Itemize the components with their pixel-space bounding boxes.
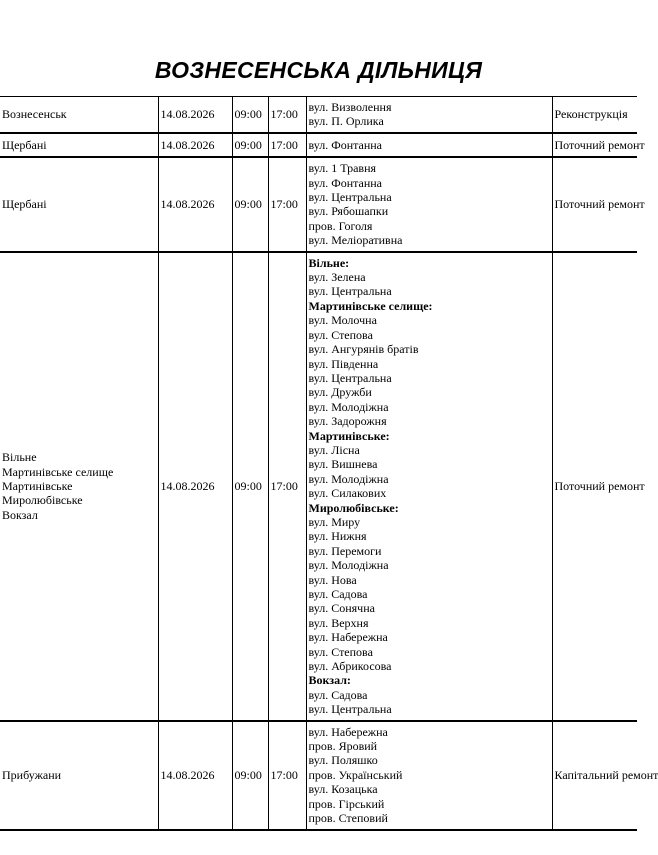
date-cell: 14.08.2026: [158, 721, 232, 830]
street-name: вул. Зелена: [308, 270, 366, 285]
settlement-name: Миролюбівське: [2, 493, 83, 508]
street-name: вул. Поляшко: [308, 753, 378, 768]
locality-heading: Миролюбівське:: [308, 500, 399, 515]
streets-cell: [306, 97, 552, 133]
street-name: вул. Лісна: [308, 442, 360, 457]
start-time-cell: 09:00: [232, 721, 268, 830]
settlement-cell: [0, 133, 158, 157]
street-name: вул. Нижня: [308, 529, 367, 544]
end-time-cell: 17:00: [268, 157, 306, 251]
street-name: вул. Визволення: [308, 100, 392, 114]
street-name: вул. Молодіжна: [308, 399, 389, 414]
street-name: пров. Яровий: [308, 739, 378, 754]
street-name: вул. Садова: [308, 687, 368, 702]
locality-heading: Вокзал:: [308, 673, 351, 688]
street-name: вул. Сонячна: [308, 601, 375, 616]
street-name: вул. Перемоги: [308, 543, 382, 558]
street-name: вул. 1 Травня: [308, 161, 377, 176]
street-name: вул. Молочна: [308, 313, 377, 328]
settlement-name: Щербані: [2, 197, 47, 212]
start-time-cell: 09:00: [232, 252, 268, 721]
street-name: вул. Дружби: [308, 385, 372, 400]
work-type-cell: Реконструкція: [552, 97, 637, 133]
settlement-name: Вільне: [2, 450, 37, 465]
end-time-cell: 17:00: [268, 133, 306, 157]
start-time-cell: 09:00: [232, 157, 268, 251]
street-name: вул. Центральна: [308, 370, 392, 385]
end-time-cell: 17:00: [268, 721, 306, 830]
street-name: вул. П. Орлика: [308, 114, 384, 129]
street-name: вул. Ангурянів братів: [308, 342, 419, 357]
streets-cell: [306, 252, 552, 721]
table-row: [0, 157, 637, 251]
date-cell: 14.08.2026: [158, 252, 232, 721]
street-name: вул. Молодіжна: [308, 558, 389, 573]
settlement-cell: [0, 157, 158, 251]
street-name: вул. Силакових: [308, 486, 387, 501]
settlement-name: Вознесенськ: [2, 107, 67, 122]
end-time-cell: 17:00: [268, 252, 306, 721]
street-name: вул. Козацька: [308, 782, 378, 797]
street-name: вул. Верхня: [308, 615, 369, 630]
street-name: вул. Нова: [308, 572, 357, 587]
work-type-cell: Капітальний ремонт: [552, 721, 637, 830]
street-name: вул. Вишнева: [308, 457, 378, 472]
settlement-cell: [0, 97, 158, 133]
work-type-cell: Поточний ремонт: [552, 157, 637, 251]
streets-cell: [306, 721, 552, 830]
settlement-name: Прибужани: [2, 767, 62, 782]
locality-heading: Мартинівське селище:: [308, 298, 433, 313]
street-name: пров. Гірський: [308, 796, 385, 811]
locality-heading: Вільне:: [308, 255, 350, 270]
work-type-cell: Поточний ремонт: [552, 133, 637, 157]
street-name: вул. Центральна: [308, 702, 392, 717]
street-name: вул. Фонтанна: [308, 137, 383, 152]
date-cell: 14.08.2026: [158, 133, 232, 157]
settlement-name: Щербані: [2, 137, 47, 152]
street-name: вул. Набережна: [308, 724, 388, 739]
street-name: вул. Набережна: [308, 630, 388, 645]
street-name: вул. Садова: [308, 587, 368, 601]
start-time-cell: 09:00: [232, 133, 268, 157]
page-title: ВОЗНЕСЕНСЬКА ДІЛЬНИЦЯ: [154, 57, 483, 83]
streets-cell: [306, 157, 552, 251]
table-row: [0, 97, 637, 133]
date-cell: 14.08.2026: [158, 97, 232, 133]
settlement-name: Мартинівське: [2, 478, 73, 493]
table-row: [0, 252, 637, 721]
settlement-cell: [0, 721, 158, 830]
settlement-cell: [0, 252, 158, 721]
table-row: [0, 133, 637, 157]
street-name: вул. Молодіжна: [308, 471, 389, 486]
street-name: вул. Миру: [308, 514, 361, 529]
settlement-name: Мартинівське селище: [2, 464, 114, 479]
street-name: пров. Гоголя: [308, 218, 373, 233]
street-name: пров. Український: [308, 767, 403, 782]
locality-heading: Мартинівське:: [308, 428, 390, 443]
street-name: вул. Центральна: [308, 190, 392, 205]
street-name: вул. Південна: [308, 356, 379, 371]
street-name: вул. Задорожня: [308, 414, 387, 429]
street-name: вул. Абрикосова: [308, 659, 392, 674]
settlement-name: Вокзал: [2, 507, 38, 522]
street-name: пров. Степовий: [308, 811, 388, 826]
date-cell: 14.08.2026: [158, 157, 232, 251]
end-time-cell: 17:00: [268, 97, 306, 133]
work-type-cell: Поточний ремонт: [552, 252, 637, 721]
street-name: вул. Фонтанна: [308, 175, 383, 190]
street-name: вул. Степова: [308, 327, 373, 342]
street-name: вул. Степова: [308, 644, 373, 659]
table-row: [0, 721, 637, 830]
outage-schedule-table: [0, 96, 658, 831]
street-name: вул. Меліоративна: [308, 233, 403, 248]
street-name: вул. Рябошапки: [308, 204, 389, 219]
start-time-cell: 09:00: [232, 97, 268, 133]
street-name: вул. Центральна: [308, 284, 392, 299]
streets-cell: [306, 133, 552, 157]
